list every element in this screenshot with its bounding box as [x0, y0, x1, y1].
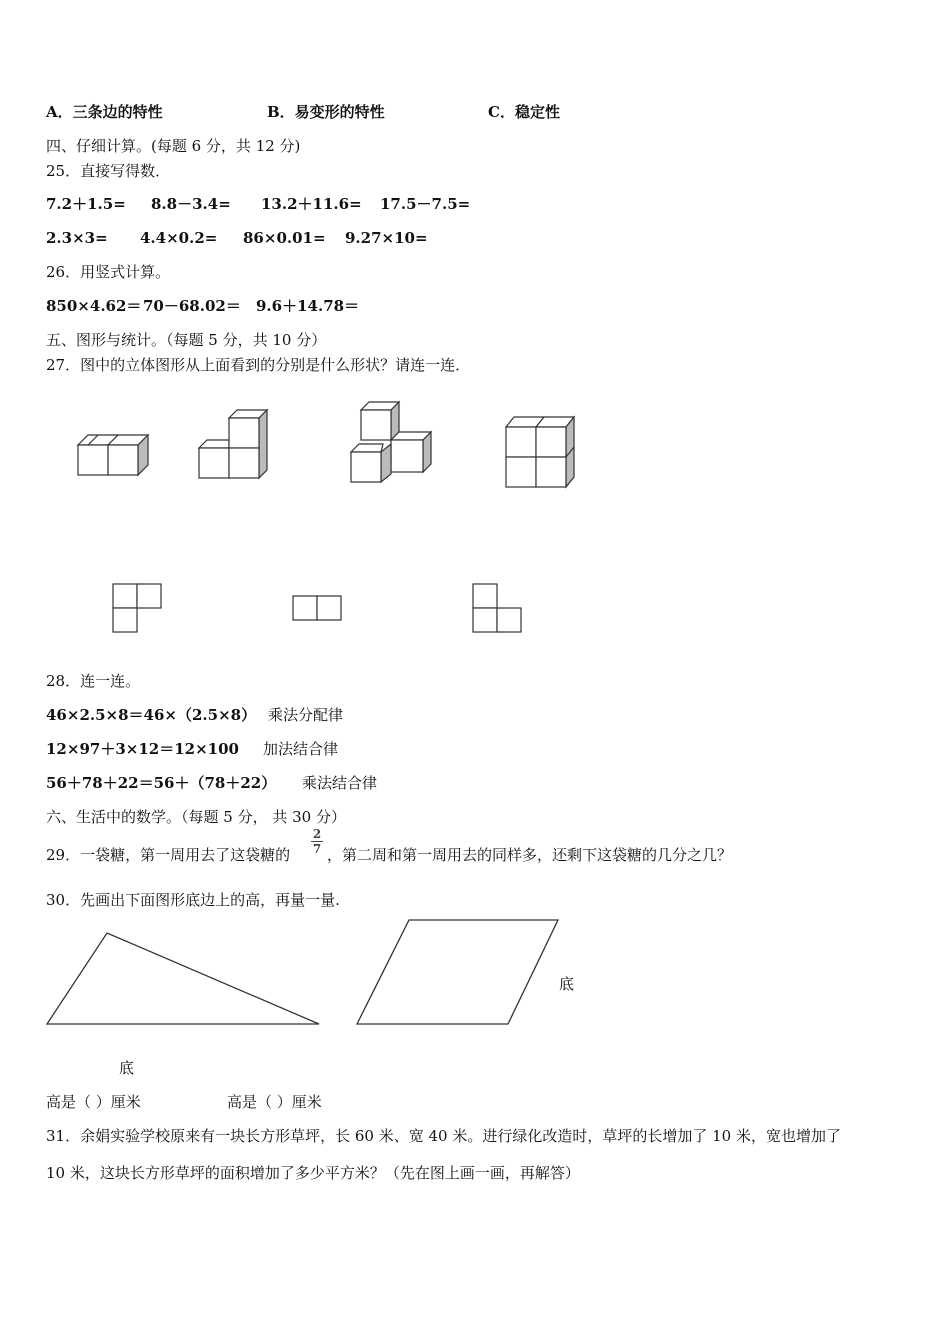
q26-item: 9.6＋14.78＝ [256, 297, 360, 315]
q28-left-item: 12×97＋3×12＝12×100 [46, 740, 239, 758]
q25-item: 17.5－7.5= [380, 195, 471, 213]
top-view-2 [292, 595, 344, 623]
q25-item: 86×0.01= [243, 229, 326, 247]
top-view-1 [112, 583, 164, 635]
q30-title: 30．先画出下面图形底边上的高，再量一量. [46, 891, 340, 909]
option-a: A．三条边的特性 [46, 103, 163, 121]
q28-right-item: 乘法结合律 [302, 774, 378, 792]
q28-right-item: 乘法分配律 [268, 706, 344, 724]
q28-title: 28．连一连。 [46, 672, 141, 690]
q28-left-item: 56＋78＋22＝56＋（78＋22） [46, 774, 277, 792]
q28-left-item: 46×2.5×8＝46×（2.5×8） [46, 706, 257, 724]
top-view-3 [472, 583, 524, 635]
q25-item: 7.2＋1.5= [46, 195, 126, 213]
q25-item: 2.3×3= [46, 229, 108, 247]
section-5-heading: 五、图形与统计。（每题 5 分，共 10 分） [46, 331, 327, 349]
q25-item: 13.2＋11.6= [261, 195, 362, 213]
height-answer-1: 高是（ ）厘米 [46, 1093, 141, 1111]
solid-figure-4 [504, 415, 579, 490]
q25-title: 25．直接写得数． [46, 162, 171, 180]
q29-text-after: ，第二周和第一周用去的同样多，还剩下这袋糖的几分之几？ [327, 846, 733, 864]
q31-text-line1: 31．余娟实验学校原来有一块长方形草坪，长 60 米、宽 40 米。进行绿化改造时，草坪的长增加了 10 米，宽也增加了 [46, 1127, 841, 1145]
solid-figure-1 [76, 425, 151, 477]
q26-item: 70－68.02＝ [143, 297, 241, 315]
base-label-triangle: 底 [119, 1059, 135, 1077]
q29-text-before: 29．一袋糖，第一周用去了这袋糖的 [46, 846, 291, 864]
fraction-numerator: 2 [312, 827, 322, 841]
option-b: B．易变形的特性 [267, 103, 385, 121]
parallelogram-figure [355, 918, 561, 1026]
triangle-figure [46, 930, 322, 1026]
height-answer-2: 高是（ ）厘米 [227, 1093, 322, 1111]
q31-text-line2: 10 米，这块长方形草坪的面积增加了多少平方米？（先在图上画一画，再解答） [46, 1164, 580, 1182]
q26-item: 850×4.62＝ [46, 297, 142, 315]
q25-item: 9.27×10= [345, 229, 428, 247]
section-4-heading: 四、仔细计算。(每题 6 分，共 12 分) [46, 137, 301, 155]
base-label-parallelogram: 底 [559, 975, 575, 993]
q28-right-item: 加法结合律 [263, 740, 339, 758]
q27-title: 27．图中的立体图形从上面看到的分别是什么形状？请连一连． [46, 356, 471, 374]
solid-figure-3 [349, 400, 434, 485]
fraction-denominator: 7 [312, 842, 322, 856]
section-6-heading: 六、生活中的数学。（每题 5 分， 共 30 分） [46, 808, 346, 826]
solid-figure-2 [197, 408, 272, 483]
q25-item: 8.8－3.4= [151, 195, 231, 213]
q29-fraction [311, 828, 323, 855]
q25-item: 4.4×0.2= [140, 229, 218, 247]
option-c: C．稳定性 [488, 103, 560, 121]
q26-title: 26．用竖式计算。 [46, 263, 171, 281]
